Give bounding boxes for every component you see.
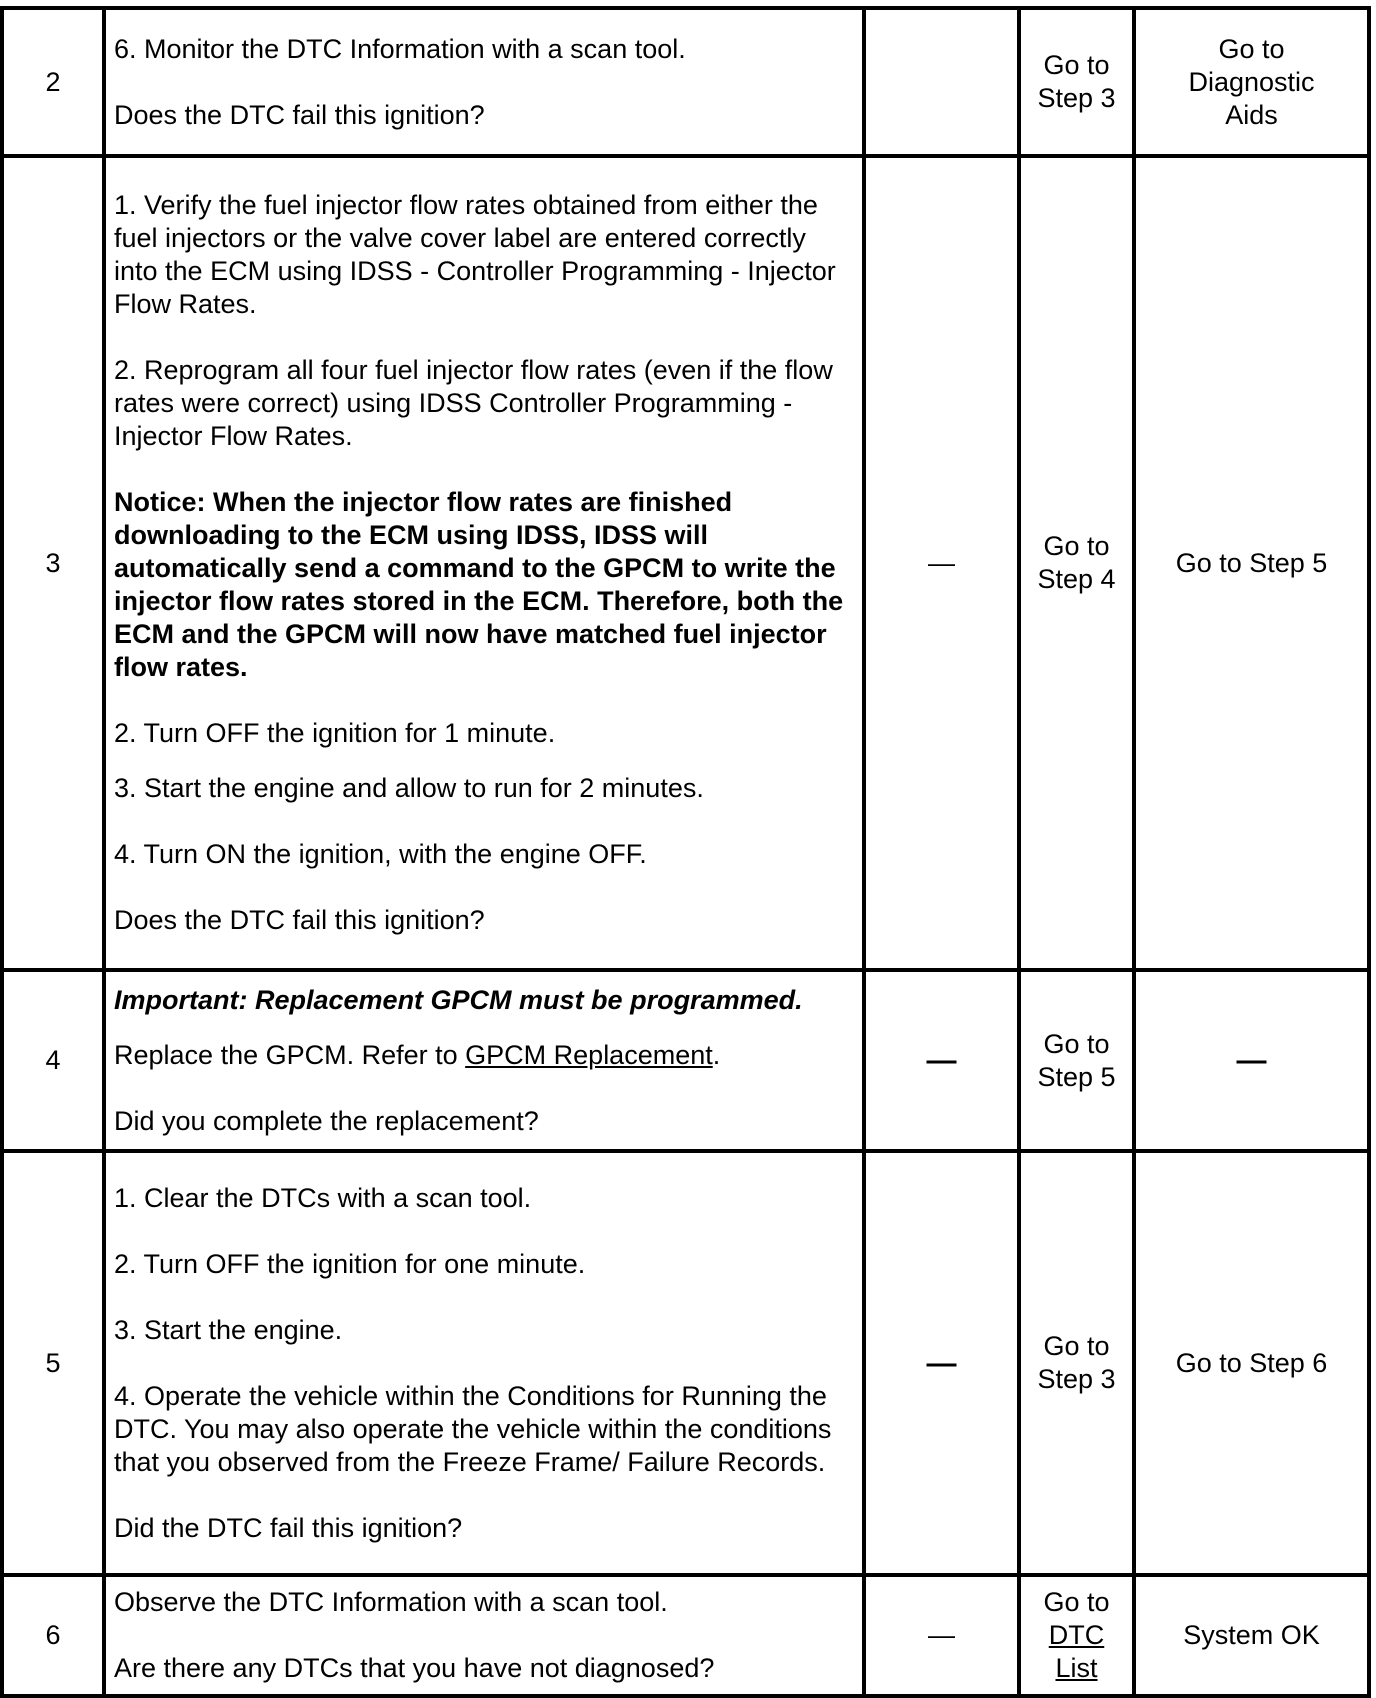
action-line: Observe the DTC Information with a scan tool. — [114, 1587, 668, 1617]
value-cell: — — [864, 970, 1019, 1151]
action-paragraph: 2. Turn OFF the ignition for one minute. — [114, 1248, 586, 1279]
no-cell: System OK — [1134, 1575, 1369, 1696]
action-question: Are there any DTCs that you have not diagnosed? — [114, 1653, 715, 1683]
gpcm-replacement-link[interactable]: GPCM Replacement — [465, 1039, 713, 1070]
action-paragraph: 4. Operate the vehicle within the Conditions for Running the DTC. You may also operate the vehicle within the conditions that you observed from the Freeze Frame/ Failure Records. — [114, 1380, 832, 1477]
no-cell — [1134, 8, 1369, 156]
action-cell — [104, 970, 864, 1151]
value-cell: — — [864, 1151, 1019, 1575]
yes-cell — [1019, 970, 1134, 1151]
action-cell — [104, 1575, 864, 1696]
important-text: Important: Replacement GPCM must be programmed. — [114, 984, 803, 1015]
no-cell: Go to Step 5 — [1134, 156, 1369, 970]
no-text: Aids — [1225, 99, 1278, 130]
dtc-list-link[interactable]: List — [1055, 1653, 1098, 1683]
yes-cell — [1019, 1151, 1134, 1575]
table-row — [2, 8, 1369, 156]
action-question: Does the DTC fail this ignition? — [114, 99, 485, 130]
notice-text: Notice: When the injector flow rates are finished downloading to the ECM using IDSS, IDSS will automatically send a command to the GPCM to write the injector flow rates stored in the ECM. Therefore, both the ECM and the GPCM will now have matched fuel injector flow rates. — [114, 487, 844, 682]
step-number: 5 — [2, 1151, 104, 1575]
yes-text: Step 4 — [1037, 564, 1116, 594]
action-paragraph: 2. Turn OFF the ignition for 1 minute. — [114, 718, 556, 748]
action-cell — [104, 8, 864, 156]
action-paragraph — [114, 1039, 854, 1072]
no-cell: — — [1134, 970, 1369, 1151]
action-paragraph: 2. Reprogram all four fuel injector flow rates (even if the flow rates were correct) using IDSS Controller Programming - Injector Flow Rates. — [114, 355, 833, 451]
yes-text: Go to — [1043, 1028, 1110, 1059]
yes-text: Step 3 — [1037, 1364, 1116, 1394]
yes-text: Step 5 — [1037, 1061, 1116, 1092]
step-number: 4 — [2, 970, 104, 1151]
action-question: Did you complete the replacement? — [114, 1105, 539, 1136]
value-cell: — — [864, 156, 1019, 970]
yes-text: Step 3 — [1037, 83, 1116, 113]
yes-cell — [1019, 8, 1134, 156]
action-paragraph: 1. Verify the fuel injector flow rates obtained from either the fuel injectors or the valve cover label are entered correctly into the ECM using IDSS - Controller Programming - Injector Flow Rates. — [114, 190, 836, 319]
action-cell — [104, 1151, 864, 1575]
action-paragraph: 3. Start the engine and allow to run for 2 minutes. — [114, 773, 704, 803]
action-question: Did the DTC fail this ignition? — [114, 1512, 463, 1543]
diagnostic-table — [0, 6, 1371, 1698]
yes-text: Go to — [1043, 1331, 1110, 1361]
table-row — [2, 1151, 1369, 1575]
no-text: Diagnostic — [1188, 66, 1315, 97]
step-number: 3 — [2, 156, 104, 970]
action-text: Replace the GPCM. Refer to — [114, 1039, 466, 1070]
table-row — [2, 156, 1369, 970]
table-row — [2, 970, 1369, 1151]
yes-cell — [1019, 1575, 1134, 1696]
action-text: . — [712, 1039, 721, 1070]
step-number: 2 — [2, 8, 104, 156]
no-text: Go to — [1218, 33, 1285, 64]
yes-cell — [1019, 156, 1134, 970]
action-paragraph: 4. Turn ON the ignition, with the engine OFF. — [114, 839, 647, 869]
yes-text: Go to — [1043, 1587, 1110, 1617]
action-paragraph: 1. Clear the DTCs with a scan tool. — [114, 1182, 532, 1213]
no-cell: Go to Step 6 — [1134, 1151, 1369, 1575]
step-number: 6 — [2, 1575, 104, 1696]
action-question: Does the DTC fail this ignition? — [114, 905, 485, 935]
yes-text: Go to — [1043, 50, 1110, 80]
action-paragraph: 3. Start the engine. — [114, 1314, 343, 1345]
value-cell — [864, 8, 1019, 156]
action-line: 6. Monitor the DTC Information with a scan tool. — [114, 33, 686, 64]
yes-text: Go to — [1043, 531, 1110, 561]
action-cell — [104, 156, 864, 970]
dtc-list-link[interactable]: DTC — [1048, 1620, 1105, 1650]
value-cell: — — [864, 1575, 1019, 1696]
table-row — [2, 1575, 1369, 1696]
